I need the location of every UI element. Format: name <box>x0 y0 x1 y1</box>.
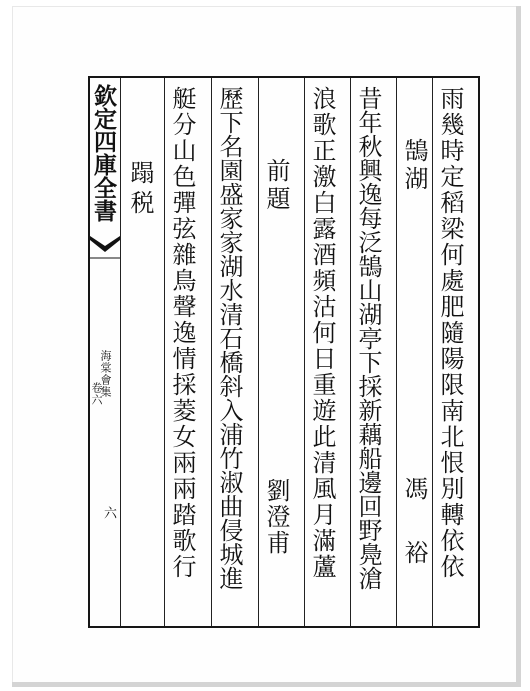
text-column-3: 昔年秋興逸每泛鵠山湖亭下採新藕船邊回野鳧滄 <box>354 86 382 590</box>
book-page <box>12 6 521 687</box>
column-rule <box>258 78 259 626</box>
text-column-7: 艇分山色彈弦雜鳥聲逸情採菱女兩兩踏歌行 <box>168 86 196 580</box>
text-column-4: 浪歌正激白露酒頻沽何日重遊此清風月滿蘆 <box>308 86 336 580</box>
poem-author-1: 馮 裕 <box>400 476 428 570</box>
column-rule <box>350 78 351 626</box>
text-column-1: 雨幾時定稻梁何處肥隨陽限南北恨別轉依依 <box>436 86 464 580</box>
text-frame <box>88 76 480 628</box>
collection-title: 欽定四庫全書 <box>90 84 117 222</box>
poem-title-2: 前題 <box>262 158 290 214</box>
text-column-6: 歷下名園盛家家湖水清石橋斜入浦竹淑曲侵城進 <box>215 86 243 590</box>
page-margin-column <box>90 78 121 626</box>
text-column-8: 蹋税 <box>126 160 154 220</box>
book-title: 海棠會集 <box>99 350 112 398</box>
poem-title-1: 鵠湖 <box>400 138 428 194</box>
column-rule <box>164 78 165 626</box>
column-rule <box>211 78 212 626</box>
column-rule <box>432 78 433 626</box>
volume-label: 卷六 <box>90 382 103 406</box>
poem-author-2: 劉澄甫 <box>262 478 290 556</box>
column-rule <box>396 78 397 626</box>
fishtail-mark-icon <box>90 236 120 260</box>
page-number: 六 <box>101 506 116 520</box>
column-rule <box>304 78 305 626</box>
